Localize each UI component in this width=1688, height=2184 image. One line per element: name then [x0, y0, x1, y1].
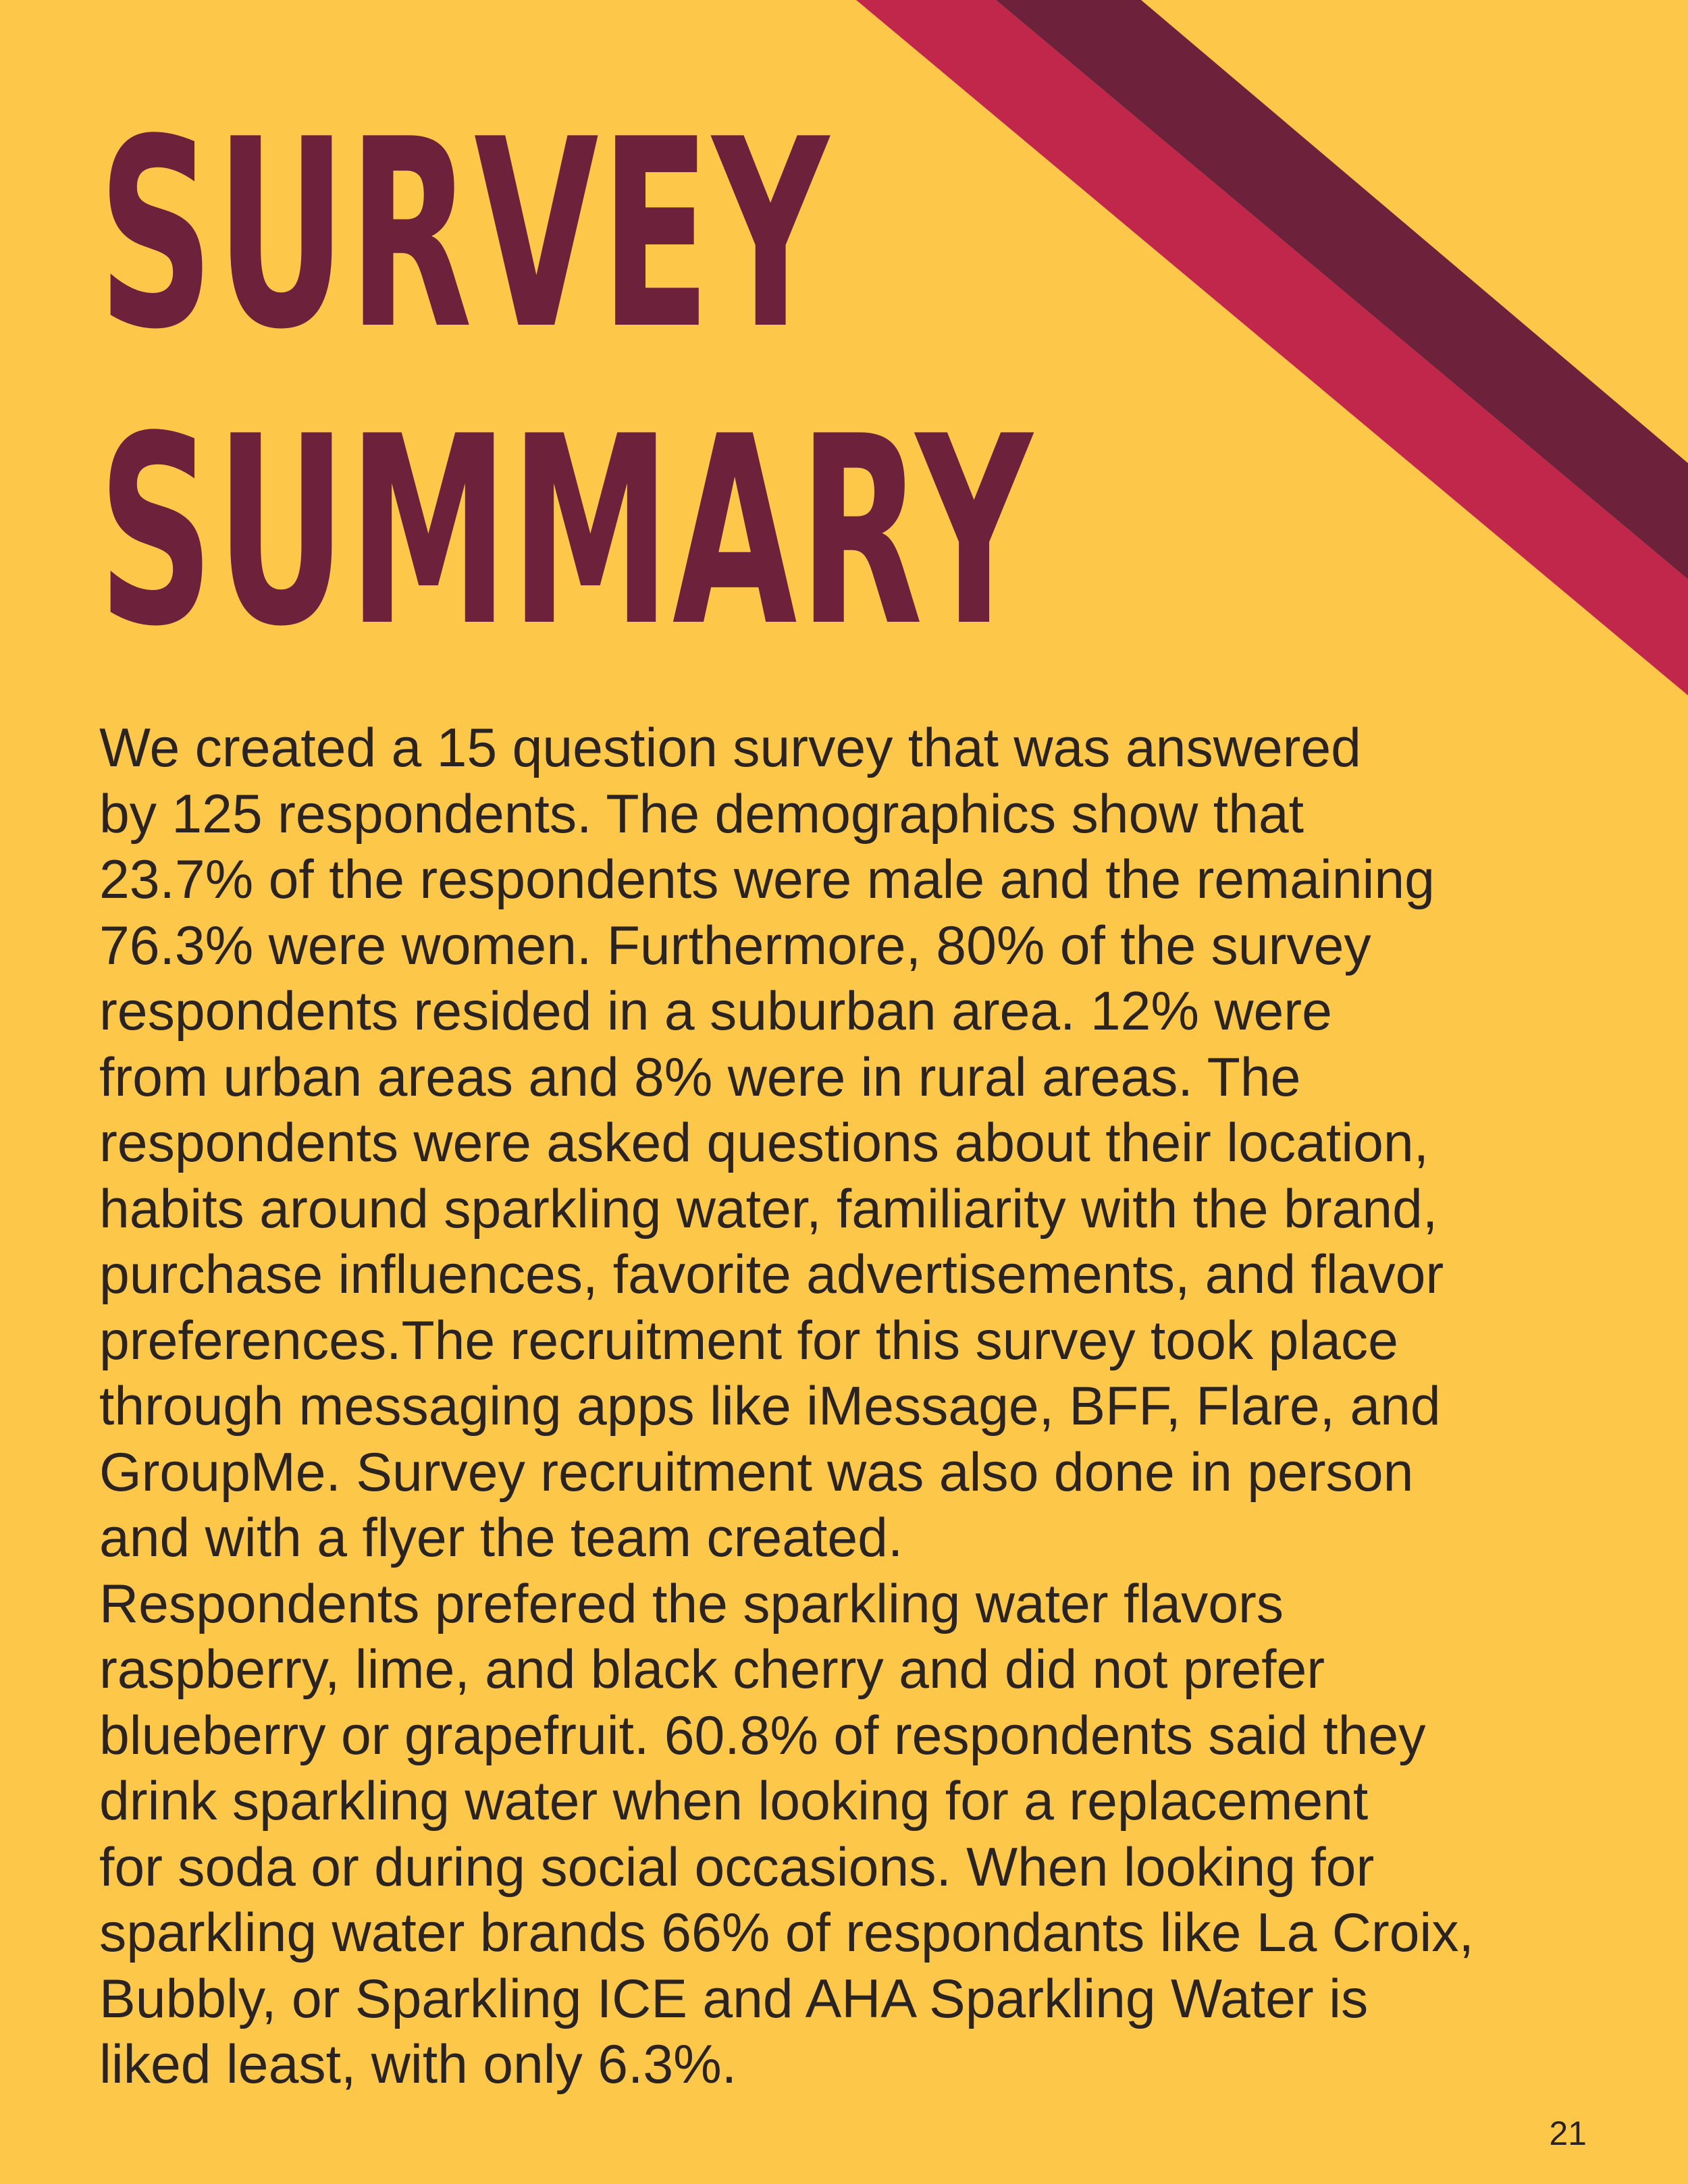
body-line: blueberry or grapefruit. 60.8% of respondents said they — [99, 1705, 1426, 1766]
body-line: preferences.The recruitment for this survey took place — [99, 1310, 1398, 1371]
body-line: sparkling water brands 66% of respondants like La Croix, — [99, 1902, 1474, 1963]
page-title — [98, 86, 1034, 681]
body-line: respondents resided in a suburban area. 12% were — [99, 981, 1332, 1042]
body-line: GroupMe. Survey recruitment was also done in person — [99, 1441, 1414, 1503]
body-line: and with a flyer the team created. — [99, 1508, 903, 1568]
page-number: 21 — [1549, 2114, 1587, 2152]
body-line: Respondents prefered the sparkling water flavors — [99, 1573, 1284, 1634]
body-line: raspberry, lime, and black cherry and did not prefer — [99, 1639, 1325, 1700]
survey-summary-paragraph — [99, 716, 1531, 2098]
maroon-stripe — [996, 0, 1688, 579]
title-line-2: SUMMARY — [98, 381, 1034, 683]
body-line: for soda or during social occasions. When looking for — [99, 1836, 1375, 1898]
body-line: Bubbly, or Sparkling ICE and AHA Sparkling Water is — [99, 1968, 1369, 2029]
body-line: purchase influences, favorite advertisements, and flavor — [99, 1244, 1444, 1305]
body-line: respondents were asked questions about their location, — [99, 1113, 1429, 1173]
body-line: 76.3% were women. Furthermore, 80% of the survey — [99, 915, 1371, 976]
body-line: through messaging apps like iMessage, BFF, Flare, and — [99, 1376, 1441, 1437]
body-line: We created a 15 question survey that was answered — [99, 718, 1361, 778]
body-line: by 125 respondents. The demographics show that — [99, 783, 1304, 845]
body-line: liked least, with only 6.3%. — [99, 2034, 737, 2095]
body-line: drink sparkling water when looking for a replacement — [99, 1771, 1369, 1832]
body-line: habits around sparkling water, familiarity with the brand, — [99, 1178, 1438, 1240]
title-line-1: SURVEY — [98, 84, 831, 386]
body-line: 23.7% of the respondents were male and the remaining — [99, 849, 1435, 910]
body-line: from urban areas and 8% were in rural areas. The — [99, 1046, 1301, 1108]
